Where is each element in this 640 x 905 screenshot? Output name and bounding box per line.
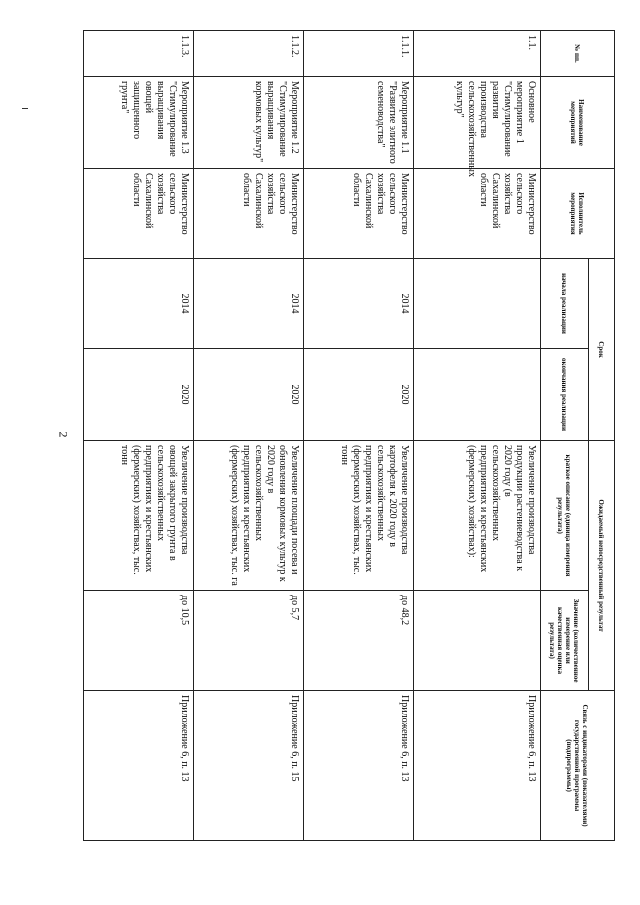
cell-executor: Министерство сельского хозяйства Сахалинской области	[194, 169, 304, 259]
dash-mark	[22, 108, 28, 109]
cell-end: 2020	[194, 349, 304, 441]
table-row	[414, 31, 541, 841]
cell-desc: Увеличение производства картофеля к 2020 году в сельскохозяйственных предприятиях и крестьянских (фермерских) хозяйствах, тыс. тонн	[304, 441, 414, 591]
header-term: Срок	[589, 259, 615, 441]
cell-value: до 10,5	[84, 591, 194, 691]
cell-end: 2020	[84, 349, 194, 441]
activities-table	[83, 30, 615, 841]
cell-end	[414, 349, 541, 441]
table-row	[194, 31, 304, 841]
header-value: Значение (количественное измерение или качественная оценка результата)	[541, 591, 589, 691]
cell-executor: Министерство сельского хозяйства Сахалинской области	[304, 169, 414, 259]
header-name: Наименование мероприятий	[541, 77, 615, 169]
cell-link: Приложение 6, п. 13	[304, 691, 414, 841]
table-row	[304, 31, 414, 841]
header-start: начала реализации	[541, 259, 589, 349]
cell-start: 2014	[194, 259, 304, 349]
cell-end: 2020	[304, 349, 414, 441]
header-num: № пп.	[541, 31, 615, 77]
cell-value: до 48,2	[304, 591, 414, 691]
cell-value	[414, 591, 541, 691]
cell-num: 1.1.3.	[84, 31, 194, 77]
cell-executor: Министерство сельского хозяйства Сахалинской области	[84, 169, 194, 259]
cell-executor: Министерство сельского хозяйства Сахалинской области	[414, 169, 541, 259]
header-link: Связь с индикаторами (показателями) государственной программы (подпрограммы)	[541, 691, 615, 841]
cell-desc: Увеличение производства продукции растениеводства к 2020 году (в сельскохозяйственных предприятиях и крестьянских (фермерских) хозяйствах):	[414, 441, 541, 591]
cell-num: 1.1.	[414, 31, 541, 77]
rotated-table-container	[83, 30, 615, 840]
cell-value: до 5,7	[194, 591, 304, 691]
header-executor: Исполнитель мероприятия	[541, 169, 615, 259]
header-end: окончания реализации	[541, 349, 589, 441]
cell-link: Приложение 6, п. 15	[194, 691, 304, 841]
cell-num: 1.1.2.	[194, 31, 304, 77]
cell-name: Мероприятие 1.1 "Развитие элитного семеноводства"	[304, 77, 414, 169]
page-number: 2	[56, 431, 71, 438]
cell-name: Мероприятие 1.2 "Стимулирование выращивания кормовых культур"	[194, 77, 304, 169]
header-row-1	[589, 31, 615, 841]
cell-start	[414, 259, 541, 349]
header-desc: краткое описание (единица измерения результата)	[541, 441, 589, 591]
header-result: Ожидаемый непосредственный результат	[589, 441, 615, 691]
cell-start: 2014	[84, 259, 194, 349]
cell-desc: Увеличение площади посева и обновления кормовых культур к 2020 году в сельскохозяйственных предприятиях и крестьянских (фермерских) хозяйствах, тыс. га	[194, 441, 304, 591]
cell-link: Приложение 6, п. 13	[84, 691, 194, 841]
cell-num: 1.1.1.	[304, 31, 414, 77]
cell-name: Мероприятие 1.3 "Стимулирование выращивания овощей защищенного грунта"	[84, 77, 194, 169]
cell-start: 2014	[304, 259, 414, 349]
table-row	[84, 31, 194, 841]
cell-link: Приложение 6, п. 13	[414, 691, 541, 841]
cell-desc: Увеличение производства овощей закрытого грунта в сельскохозяйственных предприятиях и крестьянских (фермерских) хозяйствах, тыс. тонн	[84, 441, 194, 591]
cell-name: Основное мероприятие 1 "Стимулирование развития производства сельскохозяйственных культур"	[414, 77, 541, 169]
